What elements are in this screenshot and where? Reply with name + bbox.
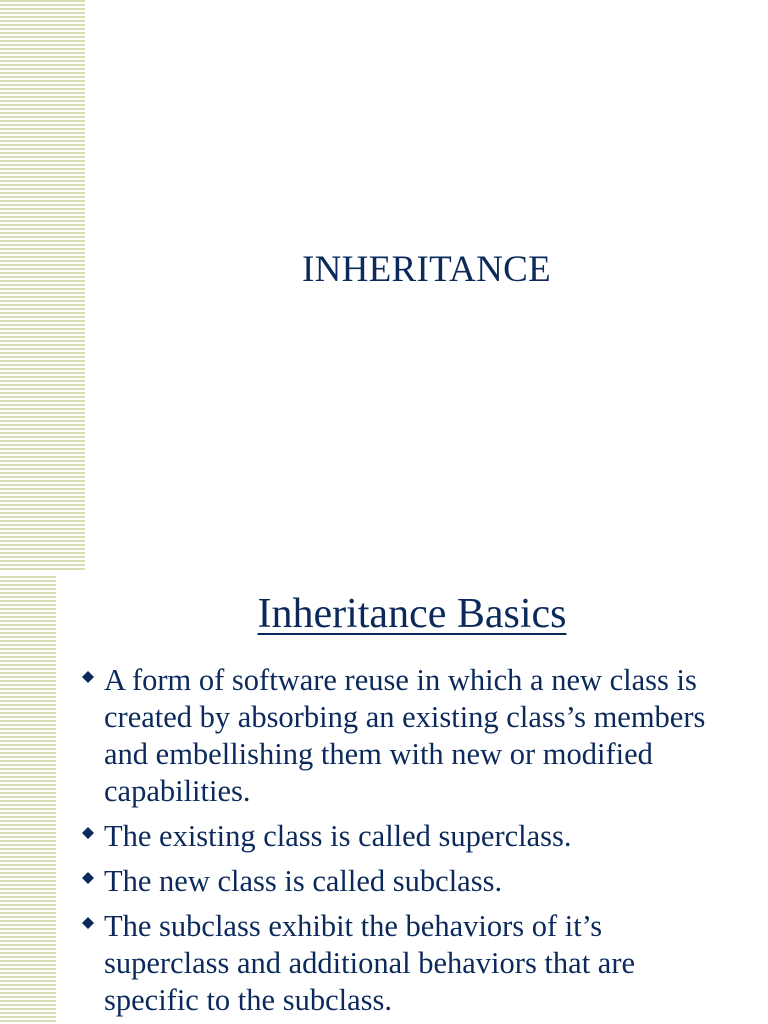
bullet-text: The new class is called subclass. <box>104 864 503 898</box>
slide-inheritance-basics <box>0 576 768 1024</box>
bullet-item <box>78 818 733 855</box>
diamond-bullet-icon <box>81 871 95 885</box>
bullet-text: The subclass exhibit the behaviors of it’s superclass and additional behaviors that are specific to the subclass. <box>104 909 636 1017</box>
striped-side-band <box>0 576 56 1024</box>
diamond-bullet-icon <box>81 826 95 840</box>
bullet-list <box>78 662 733 1024</box>
slide-heading: Inheritance Basics <box>257 591 567 637</box>
bullet-item <box>78 908 733 1019</box>
bullet-text: A form of software reuse in which a new class is created by absorbing an existing class’s members and embellishing them with new or modified capabilities. <box>104 663 706 808</box>
bullet-item <box>78 863 733 900</box>
diamond-bullet-icon <box>81 670 95 684</box>
striped-side-band <box>0 0 85 572</box>
slide-title-text: INHERITANCE <box>301 249 552 290</box>
bullet-item <box>78 662 733 810</box>
diamond-bullet-icon <box>81 916 95 930</box>
bullet-text: The existing class is called superclass. <box>104 819 572 853</box>
